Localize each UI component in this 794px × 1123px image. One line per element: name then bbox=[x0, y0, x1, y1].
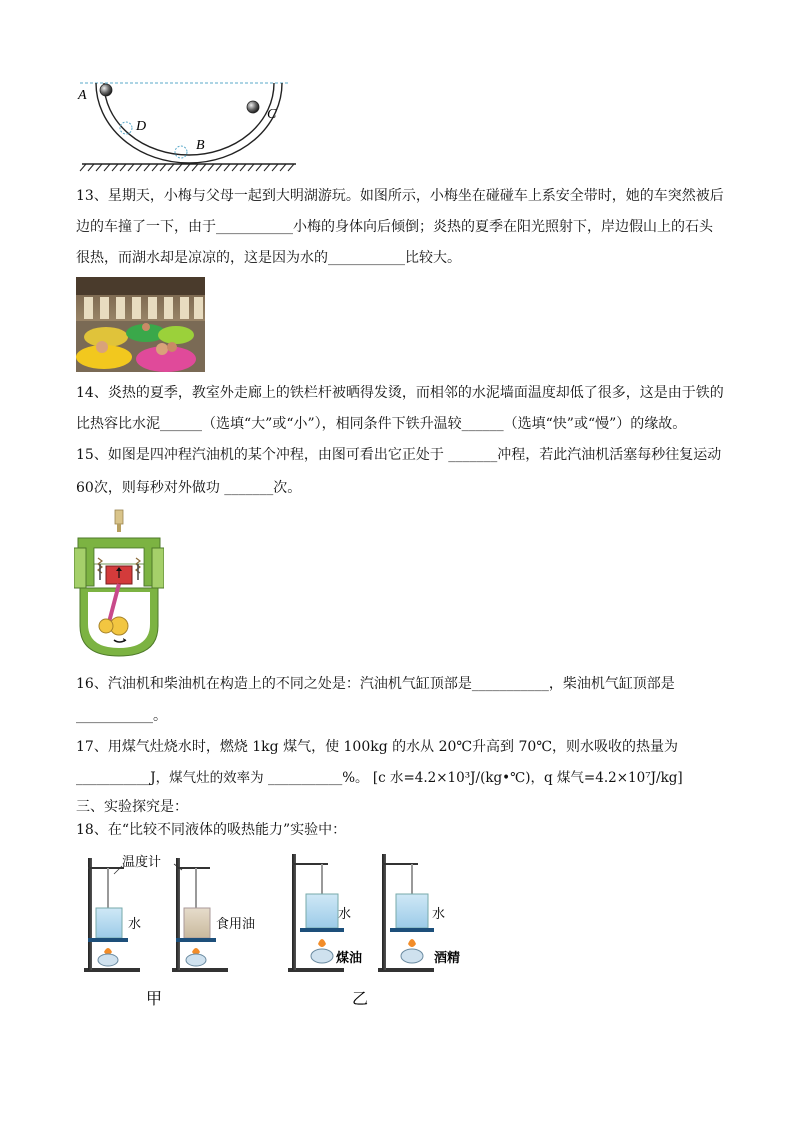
ghost-ball-b bbox=[175, 146, 187, 158]
label-kerosene: 煤油 bbox=[336, 951, 363, 966]
label-d: D bbox=[136, 119, 147, 134]
q17-line1: 17、用煤气灶烧水时，燃烧 1kg 煤气，使 100kg 的水从 20℃升高到 70℃，则水吸收的热量为 bbox=[76, 739, 678, 755]
label-group-yi: 乙 bbox=[352, 989, 369, 1008]
spark-plug bbox=[115, 510, 123, 524]
track-outer-arc bbox=[96, 83, 282, 163]
four-stroke-engine-figure bbox=[74, 508, 164, 660]
q16-line2: ___________。 bbox=[76, 708, 167, 724]
q14-line1: 14、炎热的夏季，教室外走廊上的铁栏杆被晒得发烫，而相邻的水泥墙面温度却低了很多，这是由于铁的 bbox=[76, 385, 724, 401]
label-c: C bbox=[267, 107, 277, 122]
heating-experiment-figure bbox=[74, 848, 474, 1008]
circular-track-figure bbox=[74, 76, 300, 174]
q17-line2: ___________J，煤气灶的效率为 ___________%。 [c 水=4.2×10³J/(kg•℃)，q 煤气=4.2×10⁷J/kg] bbox=[76, 770, 683, 786]
ball-c bbox=[247, 101, 259, 113]
setup-jia-oil bbox=[172, 858, 228, 972]
q13-line1: 13、星期天，小梅与父母一起到大明湖游玩。如图所示，小梅坐在碰碰车上系安全带时，她的车突然被后 bbox=[76, 188, 724, 204]
setup-jia-water bbox=[84, 858, 140, 972]
label-thermometer: 温度计 bbox=[122, 855, 162, 870]
ball-a bbox=[100, 84, 112, 96]
q15-line2: 60次，则每秒对外做功 _______次。 bbox=[76, 480, 302, 496]
setup-yi-alcohol bbox=[378, 854, 434, 972]
q14-line2: 比热容比水泥______（选填“大”或“小”），相同条件下铁升温较______（选填“快”或“慢”）的缘故。 bbox=[76, 416, 687, 432]
label-water-3: 水 bbox=[432, 907, 446, 922]
label-water-1: 水 bbox=[128, 917, 142, 932]
label-alcohol: 酒精 bbox=[434, 951, 461, 966]
q13-line2: 边的车撞了一下，由于___________小梅的身体向后倾倒；炎热的夏季在阳光照射下，岸边假山上的石头 bbox=[76, 219, 713, 235]
label-oil: 食用油 bbox=[216, 917, 256, 932]
q13-line3: 很热，而湖水却是凉凉的，这是因为水的___________比较大。 bbox=[76, 250, 461, 266]
ground-hatching bbox=[80, 164, 294, 171]
label-group-jia: 甲 bbox=[146, 989, 163, 1008]
label-a: A bbox=[78, 88, 87, 103]
q15-line1: 15、如图是四冲程汽油机的某个冲程，由图可看出它正处于 _______冲程，若此汽油机活塞每秒往复运动 bbox=[76, 447, 722, 463]
q16-line1: 16、汽油机和柴油机在构造上的不同之处是：汽油机气缸顶部是___________，柴油机气缸顶部是 bbox=[76, 676, 675, 692]
label-water-2: 水 bbox=[338, 907, 352, 922]
bumper-car-photo bbox=[76, 277, 205, 372]
label-b: B bbox=[196, 138, 205, 153]
q18-line1: 18、在“比较不同液体的吸热能力”实验中： bbox=[76, 822, 347, 838]
section3-title: 三、实验探究是： bbox=[76, 799, 188, 815]
